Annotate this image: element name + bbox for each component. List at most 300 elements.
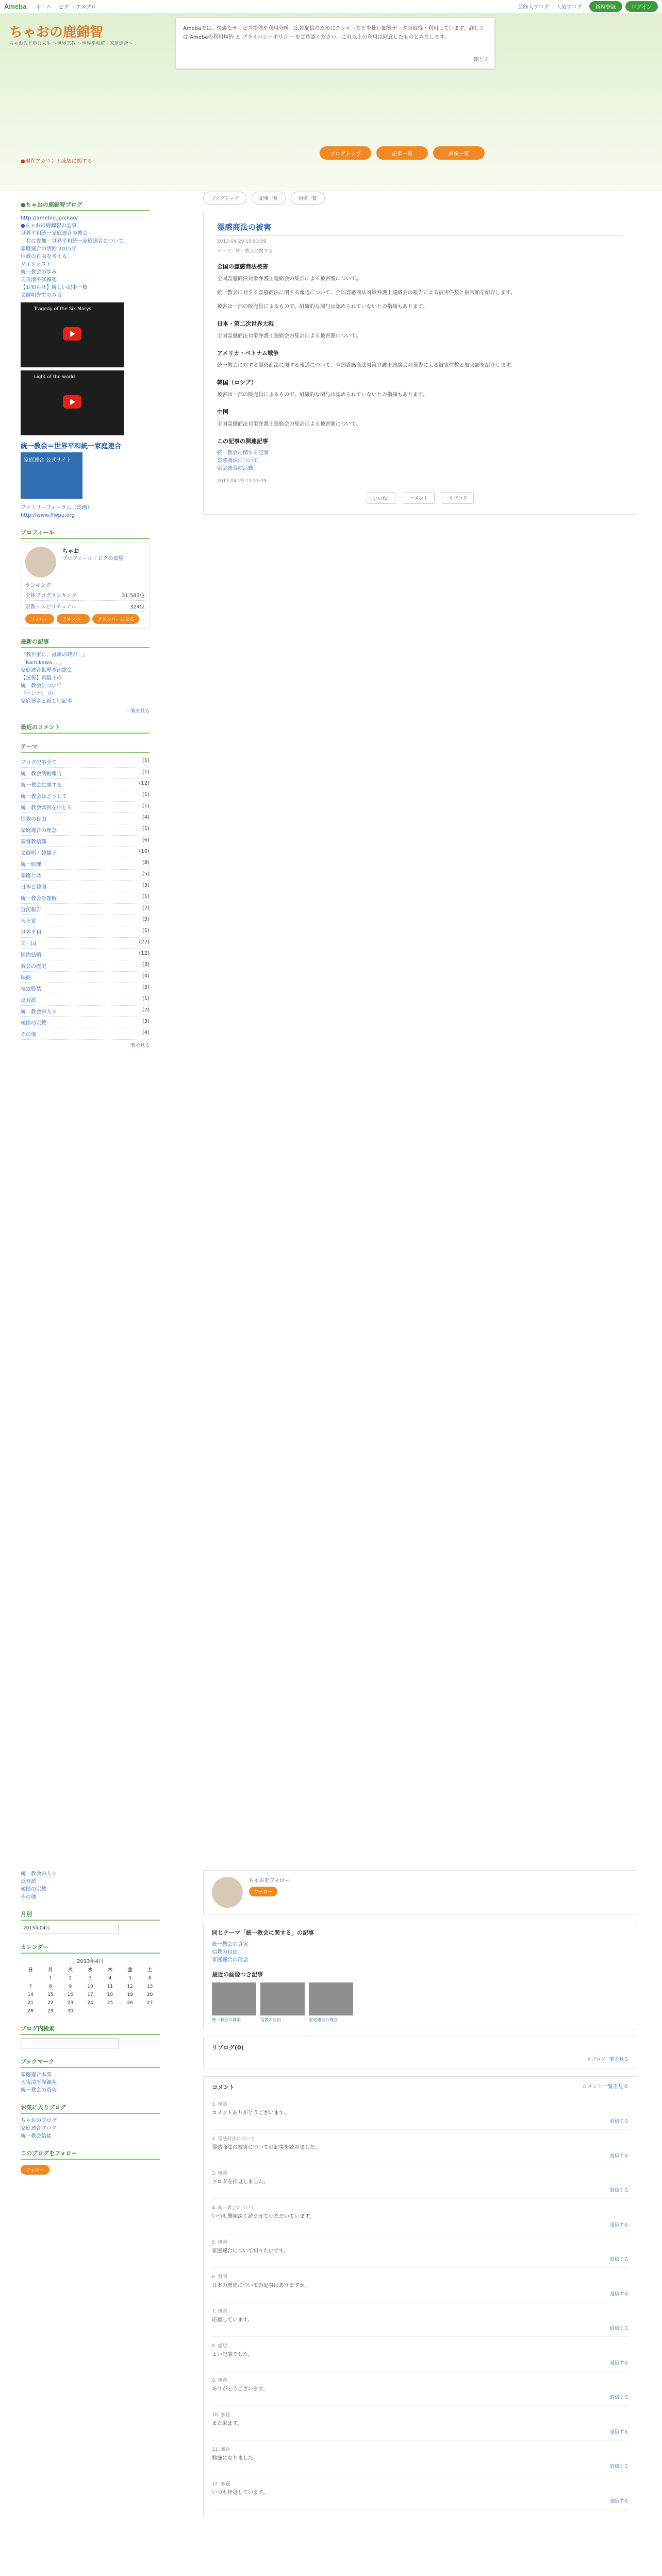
profile-sub[interactable]: プロフィール｜ピグの部屋 — [62, 556, 124, 562]
sidebar-blog-head: ●ちゃおの鹿錦智ブログ — [21, 199, 150, 211]
latest-item[interactable]: 家庭連合と新しい記事 — [21, 699, 72, 704]
calendar-title: 2013年4月 — [77, 1959, 104, 1964]
theme-item[interactable] — [21, 768, 150, 779]
article-paragraph: 被害は一部の販売員によるもので、組織的な関与は認められていないとの指摘もあります。 — [217, 392, 428, 398]
comment-item — [212, 2441, 628, 2475]
youtube-play-icon[interactable] — [63, 327, 81, 341]
theme-label[interactable]: 統一原理 — [21, 862, 41, 868]
comment-title: 8. 感想 — [212, 2344, 227, 2349]
calendar-day[interactable]: 18 — [107, 1992, 113, 1997]
sidebar-link[interactable]: 天宙清平修錬苑 — [21, 277, 57, 283]
follow-button[interactable]: フォロー — [249, 1887, 278, 1896]
calendar-weekday: 水 — [88, 1968, 93, 1973]
reblog-head: リブログ(0) — [212, 2044, 244, 2051]
calendar-day[interactable]: 2 — [69, 1976, 72, 1981]
thumb-caption[interactable]: 家庭連合の理念 — [309, 2018, 338, 2022]
calendar-day[interactable]: 15 — [47, 1992, 54, 1997]
theme-item[interactable]: 反対派 — [21, 1879, 36, 1885]
theme-item[interactable] — [21, 938, 150, 949]
calendar-day[interactable]: 22 — [47, 2001, 54, 2006]
bookmark-link[interactable]: 天宙清平修錬苑 — [21, 2080, 57, 2086]
sidebar-link[interactable]: 統一教会の歩み — [21, 269, 57, 275]
blog-header — [0, 13, 662, 191]
latest-item[interactable]: 統一教会について — [21, 683, 62, 689]
theme-item[interactable] — [21, 790, 150, 802]
theme-label[interactable]: 統一教会はどうして — [21, 794, 67, 800]
crumb-blog-top[interactable]: ブログトップ — [203, 192, 246, 205]
theme-item[interactable] — [21, 847, 150, 858]
reply-link[interactable]: 返信する — [609, 2119, 628, 2124]
comment-body: いつも拝見しています。 — [212, 2490, 269, 2496]
follow-button[interactable]: フォロー — [25, 614, 54, 624]
theme-label[interactable]: 反対派 — [21, 998, 36, 1004]
comment-item — [212, 2233, 628, 2268]
theme-item[interactable] — [21, 926, 150, 938]
comment-item — [212, 2475, 628, 2510]
header-nav-images[interactable]: 画像一覧 — [433, 146, 485, 160]
search-head: ブログ内検索 — [21, 2023, 160, 2035]
theme-count: (3) — [142, 962, 150, 968]
theme-count: (6) — [142, 837, 150, 843]
comment-body: コメントありがとうございます。 — [212, 2110, 289, 2116]
thumb-caption[interactable]: 信教の自由 — [260, 2018, 281, 2022]
article-paragraph: 統一教会に対する霊感商法に関する報道について、全国霊感商法対策弁護士連絡会の報告による被害件数と被害額を紹介します。 — [217, 363, 516, 368]
theme-item[interactable] — [21, 779, 150, 790]
youtube-title: Light of the world — [34, 375, 75, 380]
article-heading: アメリカ・ベトナム戦争 — [217, 350, 279, 357]
calendar-day[interactable]: 17 — [87, 1992, 93, 1997]
calendar-weekday: 木 — [108, 1968, 113, 1973]
article-paragraph: 全国霊感商法対策弁護士連絡会の集計による被害額について。 — [217, 421, 361, 427]
article-paragraph: 全国霊感商法対策弁護士連絡会の集計による被害額について。 — [217, 333, 361, 339]
sidebar-link[interactable]: ダイジェスト — [21, 262, 52, 267]
sidebar-link[interactable]: 信教の自由を考える — [21, 254, 67, 260]
theme-item[interactable] — [21, 983, 150, 994]
bookmark-head: ブックマーク — [21, 2056, 160, 2068]
theme-item[interactable] — [21, 972, 150, 983]
archive-select[interactable]: 2013年04月 — [21, 1924, 119, 1934]
theme-count: (2) — [142, 1007, 150, 1013]
article-footer-date: 2013-04-29 15:53:09 — [217, 479, 267, 484]
thumb-caption[interactable]: 統一教会の真実 — [212, 2018, 241, 2022]
latest-head: 最新の記事 — [21, 636, 150, 648]
sidebar-link[interactable]: 家庭連合の活動 2015年 — [21, 246, 77, 252]
comment-title: 12. 無題 — [212, 2482, 230, 2487]
search-input[interactable] — [21, 2038, 119, 2048]
same-theme-link[interactable]: 家庭連合の理念 — [212, 1957, 248, 1963]
theme-item[interactable]: その他 — [21, 1894, 36, 1900]
theme-count: (1) — [142, 769, 150, 775]
theme-count: (1) — [142, 928, 150, 934]
profile-box — [21, 542, 150, 629]
calendar-day[interactable]: 25 — [107, 2001, 113, 2006]
crumb-entry-list[interactable]: 記事一覧 — [252, 192, 286, 205]
calendar-day — [21, 1974, 41, 1982]
blog-description: ちゃお氏と歩む人生 ～世界宗教 ～世界平和統一家庭連合～ — [9, 41, 133, 46]
theme-label[interactable]: 映画 — [21, 975, 31, 981]
latest-more-link[interactable]: 一覧を見る — [126, 709, 150, 714]
top-nav — [36, 3, 96, 10]
theme-count: (4) — [142, 815, 150, 820]
breadcrumb — [203, 192, 637, 205]
account-warning-link[interactable]: ●現在アカウント凍結に関する — [21, 159, 92, 164]
article-paragraph: 統一教会に対する霊感商法に関する報道について、全国霊感商法対策弁護士連絡会の報告による被害件数と被害額を紹介します。 — [217, 290, 516, 296]
sidebar-link[interactable]: 文鮮明先生のみ言 — [21, 293, 62, 298]
calendar-day[interactable]: 30 — [67, 2009, 74, 2014]
reply-link[interactable]: 返信する — [609, 2154, 628, 2159]
theme-count: (1) — [142, 758, 150, 764]
bookmark-link[interactable]: 統一教会の真実 — [21, 2088, 57, 2093]
calendar-weekday: 金 — [127, 1968, 133, 1973]
theme-label[interactable]: 統一教会活動報告 — [21, 771, 62, 777]
latest-item[interactable]: 【速報】再臨主の — [21, 675, 62, 681]
nav-pigg[interactable]: ピグ — [58, 5, 69, 10]
theme-label[interactable]: 拉致監禁 — [21, 987, 41, 992]
article-heading: 日本・第二次世界大戦 — [217, 320, 274, 327]
header-nav-top[interactable]: ブログトップ — [320, 146, 371, 160]
comment-body: 応援しています。 — [212, 2317, 253, 2323]
same-theme-card — [203, 1922, 637, 2029]
calendar-day[interactable]: 19 — [127, 1992, 133, 1997]
theme-count: (4) — [142, 1030, 150, 1036]
comment-item — [212, 2337, 628, 2371]
calendar-day[interactable]: 6 — [148, 1976, 152, 1981]
article-heading: この記事の関連記事 — [217, 438, 268, 445]
comments-more-link[interactable]: コメント一覧を見る — [582, 2084, 628, 2090]
become-amember-button[interactable]: アメンバーになる — [92, 614, 139, 624]
banner-link[interactable]: ファミリーフォーラム（動画） — [21, 505, 92, 511]
calendar-day[interactable]: 3 — [89, 1976, 92, 1981]
calendar-day[interactable]: 10 — [87, 1984, 93, 1989]
login-button[interactable]: ログイン — [625, 1, 658, 12]
theme-count: (2) — [142, 905, 150, 911]
article-heading: 韓国（ロシア） — [217, 379, 257, 386]
theme-count: (8) — [142, 860, 150, 866]
lower-sidebar — [21, 1870, 160, 2175]
theme-item[interactable] — [21, 915, 150, 926]
comments-card-head: コメント — [212, 2084, 235, 2091]
theme-count: (3) — [142, 883, 150, 888]
theme-item[interactable] — [21, 904, 150, 915]
latest-item[interactable]: 「Kamikawa ...」 — [21, 660, 64, 666]
reply-link[interactable]: 返信する — [609, 2223, 628, 2228]
calendar-head: カレンダー — [21, 1941, 160, 1954]
reply-link[interactable]: 返信する — [609, 2257, 628, 2262]
sidebar-link[interactable]: 「共に参加」世界平和統一家庭連合について — [21, 239, 124, 244]
calendar — [21, 1964, 160, 2015]
theme-count: (3) — [142, 985, 150, 990]
nav-ameblo[interactable]: アメブロ — [76, 5, 96, 10]
same-theme-link[interactable]: 統一教会の真実 — [212, 1942, 248, 1947]
sidebar-link[interactable]: http://ameblo.jp/chao/ — [21, 215, 78, 221]
fav-blog-link[interactable]: 家庭連合ブログ — [21, 2126, 57, 2131]
calendar-day — [140, 2007, 160, 2015]
theme-count: (22) — [139, 939, 150, 945]
article-heading: 中国 — [217, 409, 228, 415]
theme-count: (1) — [142, 792, 150, 798]
theme-label[interactable]: 信教の自由 — [21, 817, 46, 822]
theme-label[interactable]: 家庭とは — [21, 873, 41, 879]
theme-count: (12) — [139, 951, 150, 956]
bookmark-link[interactable]: 家庭連合本部 — [21, 2072, 52, 2078]
article-heading: 全国の霊感商法被害 — [217, 263, 268, 270]
left-sidebar — [21, 192, 150, 1048]
theme-item[interactable] — [21, 836, 150, 847]
calendar-weekday: 月 — [48, 1968, 53, 1973]
theme-label[interactable]: 教会の歴史 — [21, 964, 46, 970]
follow-button[interactable]: フォロー — [21, 2165, 49, 2175]
calendar-day[interactable]: 23 — [67, 2001, 74, 2006]
latest-item[interactable]: 家庭連合世界本部総会 — [21, 668, 72, 673]
comment-body: いつも興味深く読ませていただいています。 — [212, 2214, 315, 2219]
calendar-day[interactable]: 16 — [67, 1992, 74, 1997]
calendar-day[interactable]: 8 — [48, 1984, 52, 1989]
comment-item — [212, 2406, 628, 2441]
thumb-image[interactable] — [309, 1982, 353, 2015]
blog-title[interactable]: ちゃおの鹿錦智 — [9, 25, 104, 40]
calendar-day[interactable]: 21 — [27, 2001, 34, 2006]
calendar-day[interactable]: 27 — [146, 2001, 153, 2006]
theme-label[interactable]: 国際結婚 — [21, 953, 41, 958]
header-nav-list[interactable]: 記事一覧 — [376, 146, 428, 160]
article-theme[interactable]: テーマ：統一教会に関する — [217, 249, 273, 254]
comments-card — [203, 2076, 637, 2516]
theme-label[interactable]: 日本と韓国 — [21, 885, 46, 890]
reply-link[interactable]: 返信する — [609, 2326, 628, 2331]
theme-label[interactable]: 家庭連合の理念 — [21, 828, 57, 834]
theme-item[interactable] — [21, 802, 150, 813]
calendar-day[interactable]: 5 — [128, 1976, 131, 1981]
youtube-embed-2[interactable] — [21, 370, 124, 435]
theme-item[interactable] — [21, 949, 150, 960]
sidebar-link[interactable]: 【お知らせ】新しい記事一覧 — [21, 285, 88, 291]
cookie-notice — [175, 18, 495, 69]
calendar-day[interactable]: 12 — [127, 1984, 133, 1989]
theme-item[interactable] — [21, 858, 150, 870]
calendar-weekday: 火 — [68, 1968, 73, 1973]
article-paragraph: 全国霊感商法対策弁護士連絡会の集計による被害額について。 — [217, 276, 361, 282]
comment-item — [212, 2130, 628, 2164]
theme-label[interactable]: ブログ記事全て — [21, 760, 57, 766]
comment-title: 1. 無題 — [212, 2102, 227, 2107]
calendar-day[interactable]: 29 — [47, 2009, 54, 2014]
theme-label[interactable]: その他 — [21, 1032, 36, 1038]
same-theme-link[interactable]: 信教の自由 — [212, 1950, 238, 1955]
calendar-day[interactable]: 28 — [27, 2009, 34, 2014]
theme-item[interactable] — [21, 870, 150, 881]
theme-item[interactable] — [21, 960, 150, 972]
thumb-image[interactable] — [212, 1982, 256, 2015]
theme-item[interactable] — [21, 813, 150, 824]
theme-count: (3) — [142, 1019, 150, 1024]
calendar-weekday: 日 — [28, 1968, 33, 1973]
related-link[interactable]: 統一教会に関する記事 — [217, 450, 269, 456]
reply-link[interactable]: 返信する — [609, 2430, 628, 2435]
sidebar-link[interactable]: ●ちゃおの鹿錦智の記事 — [21, 223, 77, 229]
calendar-day[interactable]: 11 — [107, 1984, 113, 1989]
avatar-icon[interactable] — [25, 547, 56, 578]
calendar-day[interactable]: 13 — [146, 1984, 153, 1989]
calendar-day[interactable]: 9 — [69, 1984, 72, 1989]
theme-count: (10) — [139, 849, 150, 854]
comment-button[interactable]: コメント — [403, 492, 435, 504]
comment-body: 霊感商法の被害についての記事を読みました。 — [212, 2145, 320, 2150]
comment-title: 11. 無題 — [212, 2447, 230, 2452]
follow-card — [203, 1870, 637, 1914]
same-theme-head: 同じテーマ「統一教会に関する」の記事 — [212, 1929, 314, 1936]
theme-count: (5) — [142, 871, 150, 877]
youtube-embed-1[interactable] — [21, 302, 124, 367]
theme-item[interactable] — [21, 881, 150, 892]
comment-title: 6. 質問 — [212, 2275, 227, 2280]
reply-link[interactable]: 返信する — [609, 2499, 628, 2504]
comments-head: 最近のコメント — [21, 721, 150, 734]
cookie-close-button[interactable]: 閉じる — [474, 57, 489, 63]
calendar-day[interactable]: 26 — [127, 2001, 133, 2006]
reply-link[interactable]: 返信する — [609, 2395, 628, 2400]
theme-label[interactable]: 世界平和 — [21, 930, 41, 936]
theme-label[interactable]: 韓国の宗教 — [21, 1021, 46, 1026]
comment-item — [212, 2095, 628, 2130]
comment-title: 4. 統一教会について — [212, 2206, 255, 2211]
main-column — [203, 192, 637, 515]
comment-title: 2. 霊感商法について — [212, 2137, 255, 2142]
theme-item[interactable] — [21, 824, 150, 836]
comment-body: 日本の歴史についての記事はありますか。 — [212, 2283, 310, 2289]
nav-home[interactable]: ホーム — [36, 5, 52, 10]
ranking-row: 宗教・スピリチュアル 324位 — [25, 601, 145, 612]
comment-title: 7. 無題 — [212, 2309, 227, 2314]
theme-item[interactable]: 韓国の宗教 — [21, 1887, 46, 1892]
comment-title: 10. 無題 — [212, 2413, 230, 2418]
reblog-button[interactable]: リブログ — [442, 492, 474, 504]
top-right — [518, 1, 658, 12]
theme-item[interactable]: 統一教会の人々 — [21, 1871, 57, 1877]
comment-body: また来ます。 — [212, 2421, 243, 2427]
ameba-logo-icon[interactable]: Ameba — [4, 3, 27, 10]
article-title[interactable]: 霊感商法の被害 — [217, 222, 623, 236]
related-link[interactable]: 家庭連合の活動 — [217, 466, 253, 471]
amember-button[interactable]: アメンバー — [57, 614, 90, 624]
theme-label[interactable]: 統一教会に関する — [21, 783, 62, 788]
celeb-blog-link[interactable]: 芸能人ブログ — [518, 5, 549, 10]
theme-label[interactable]: 統一教会を理解 — [21, 896, 57, 902]
related-link[interactable]: 霊感商法について — [217, 458, 258, 464]
like-button[interactable]: いいね! — [367, 492, 396, 504]
fav-blog-link[interactable]: 統一教会信徒 — [21, 2133, 52, 2139]
youtube-play-icon[interactable] — [63, 395, 81, 409]
crumb-image-list[interactable]: 画像一覧 — [291, 192, 325, 205]
calendar-day[interactable]: 1 — [48, 1976, 52, 1981]
theme-label[interactable]: 基督教信仰 — [21, 839, 46, 845]
comment-item — [212, 2302, 628, 2337]
calendar-day[interactable]: 4 — [108, 1976, 112, 1981]
article-date: 2013-04-29 15:53:09 — [217, 239, 267, 244]
calendar-day — [120, 2007, 140, 2015]
comment-list — [212, 2095, 628, 2510]
lower-main — [203, 1870, 637, 2523]
theme-count: (4) — [142, 973, 150, 979]
article-body — [217, 262, 623, 472]
register-button[interactable]: 新規登録 — [589, 1, 622, 12]
reply-link[interactable]: 返信する — [609, 2464, 628, 2469]
comment-title: 3. 無題 — [212, 2171, 227, 2176]
fav-blog-link[interactable]: ちゃおのブログ — [21, 2118, 57, 2124]
calendar-day — [80, 2007, 101, 2015]
calendar-day[interactable]: 20 — [146, 1992, 153, 1997]
theme-label[interactable]: 統一教会は何を信じる — [21, 805, 72, 811]
theme-head: テーマ — [21, 741, 150, 753]
fav-blog-head: お気に入りブログ — [21, 2102, 160, 2114]
comment-title: 5. 無題 — [212, 2240, 227, 2245]
theme-item[interactable] — [21, 892, 150, 904]
profile-head: プロフィール — [21, 527, 150, 539]
profile-name[interactable]: ちゃお — [62, 548, 79, 554]
latest-item[interactable]: 『我が家に、最新の時が…』 — [21, 652, 88, 658]
theme-count: (1) — [142, 996, 150, 1002]
calendar-day[interactable]: 24 — [87, 2001, 93, 2006]
theme-item[interactable] — [21, 994, 150, 1006]
theme-label[interactable]: 天正宮 — [21, 919, 36, 924]
thumb-row — [212, 1982, 628, 2023]
archive-head: 月別 — [21, 1908, 160, 1921]
theme-item[interactable] — [21, 1017, 150, 1028]
comment-body: 家庭連合について知りたいです。 — [212, 2248, 289, 2254]
theme-item[interactable] — [21, 1006, 150, 1017]
thumb-image[interactable] — [260, 1982, 305, 2015]
theme-label[interactable]: 統一教会の人々 — [21, 1009, 57, 1015]
calendar-weekday: 土 — [147, 1968, 153, 1973]
sidebar-link[interactable]: 世界平和統一家庭連合の教会 — [21, 231, 88, 236]
calendar-day[interactable]: 7 — [29, 1984, 32, 1989]
follow-head: このブログをフォロー — [21, 2147, 160, 2160]
follow-name[interactable]: ちゃおをフォロー — [249, 1878, 290, 1884]
comment-item — [212, 2199, 628, 2233]
comment-body: ありがとうございます。 — [212, 2386, 269, 2392]
banner-link[interactable]: http://www.ffwpu.org — [21, 513, 75, 518]
theme-label[interactable]: 文鮮明・韓鶴子 — [21, 851, 57, 856]
banner-image[interactable]: 家庭連合 公式サイト — [21, 452, 82, 499]
calendar-day[interactable]: 14 — [27, 1992, 34, 1997]
popular-head: 最近の画像つき記事 — [212, 1971, 263, 1978]
theme-label[interactable]: 近況報告 — [21, 907, 41, 913]
latest-item[interactable]: 『ハンナ』 の — [21, 691, 54, 697]
comment-body: ブログを拝見しました。 — [212, 2179, 269, 2185]
top-bar — [0, 0, 662, 13]
comment-item — [212, 2268, 628, 2302]
reblog-card — [203, 2037, 637, 2069]
theme-more-link[interactable]: 一覧を見る — [126, 1043, 150, 1048]
reply-link[interactable]: 返信する — [609, 2292, 628, 2297]
youtube-title: Tragedy of the Six Marys — [34, 307, 92, 312]
popular-blog-link[interactable]: 人気ブログ — [556, 5, 582, 10]
reply-link[interactable]: 返信する — [609, 2361, 628, 2366]
share-bar — [217, 492, 623, 504]
comment-body: 勉強になりました。 — [212, 2455, 258, 2461]
reply-link[interactable]: 返信する — [609, 2188, 628, 2193]
theme-list — [21, 756, 150, 1040]
theme-item[interactable] — [21, 756, 150, 768]
cookie-notice-text: Amebaでは、快適なサービス提供や利用分析、広告配信のためにクッキーなどを使い閲覧データの取得・利用しています。詳しくは Amebaの利用規約 と プライバシーポリシー をご確認ください。これ以上の利用は同意したものとみなします。 — [183, 26, 485, 40]
banner-title[interactable]: 統一教会＝世界平和統一家庭連合 — [21, 443, 122, 450]
theme-label[interactable]: 天一国 — [21, 941, 36, 947]
theme-count: (1) — [142, 803, 150, 809]
reblog-more-link[interactable]: リブログ一覧を見る — [586, 2057, 628, 2062]
avatar-icon[interactable] — [212, 1877, 243, 1908]
theme-item[interactable] — [21, 1028, 150, 1040]
article-paragraph: 被害は一部の販売員によるもので、組織的な関与は認められていないとの指摘もあります。 — [217, 304, 428, 310]
ranking-row: 全体ブログランキング 31,583位 — [25, 589, 145, 601]
